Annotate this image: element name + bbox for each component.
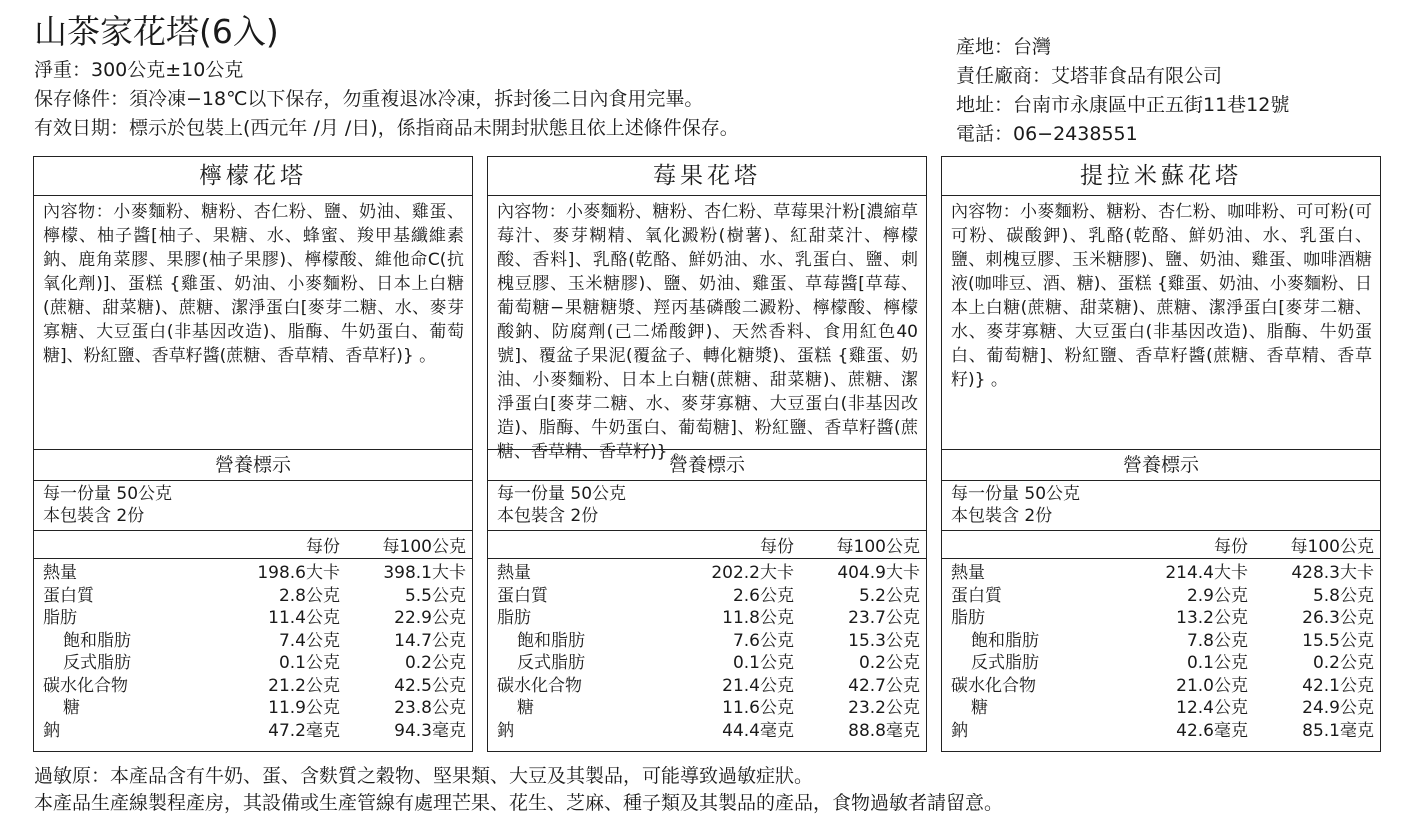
footer-notes [34, 763, 1003, 817]
nutrition-row [497, 630, 920, 653]
value-per-serving: 11.9公克 [268, 698, 340, 718]
nutrient-name: 熱量 [497, 563, 531, 583]
nutrition-row [951, 585, 1374, 608]
nutrient-name: 鈉 [497, 720, 514, 741]
nutrition-row [43, 720, 466, 743]
nutrition-column-header [34, 531, 472, 559]
value-per-100g: 24.9公克 [1302, 698, 1374, 718]
product-info-left [34, 56, 739, 143]
nutrition-row [43, 652, 466, 675]
nutrient-name: 熱量 [43, 563, 77, 583]
value-per-serving: 21.4公克 [722, 675, 794, 696]
col-per-100g: 每100公克 [382, 537, 466, 557]
value-per-100g: 404.9大卡 [837, 563, 920, 583]
nutrition-row [951, 562, 1374, 585]
facility-notice: 本產品生產線製程產房，其設備或生產管線有處理芒果、花生、芝麻、種子類及其製品的產品，食物過敏者請留意。 [34, 792, 1004, 814]
value-per-100g: 428.3大卡 [1291, 563, 1374, 583]
serving-size: 每一份量 50公克 [951, 484, 1081, 504]
nutrient-name: 熱量 [951, 563, 985, 583]
value-per-serving: 0.1公克 [1186, 653, 1248, 673]
serving-info [488, 481, 926, 531]
value-per-100g: 5.2公克 [858, 585, 920, 606]
panel-product-name: 提拉米蘇花塔 [942, 157, 1380, 196]
value-per-100g: 398.1大卡 [383, 563, 466, 583]
nutrient-name: 反式脂肪 [971, 653, 1039, 673]
nutrient-name: 反式脂肪 [517, 653, 585, 673]
nutrient-name: 糖 [971, 698, 988, 718]
value-per-serving: 13.2公克 [1176, 608, 1248, 628]
value-per-100g: 88.8毫克 [848, 720, 920, 741]
value-per-100g: 22.9公克 [394, 608, 466, 628]
nutrient-name: 碳水化合物 [951, 675, 1036, 696]
value-per-100g: 15.5公克 [1302, 630, 1374, 651]
nutrition-row [497, 720, 920, 743]
nutrient-name: 脂肪 [951, 608, 985, 628]
nutrition-row [951, 675, 1374, 698]
servings-per-package: 本包裝含 2份 [43, 506, 145, 526]
value-per-serving: 0.1公克 [278, 653, 340, 673]
panel-berry-tart [487, 156, 927, 752]
servings-per-package: 本包裝含 2份 [497, 506, 599, 526]
col-per-serving: 每份 [760, 537, 794, 557]
value-per-serving: 7.8公克 [1186, 630, 1248, 651]
nutrition-row [43, 585, 466, 608]
col-per-100g: 每100公克 [1290, 537, 1374, 557]
value-per-100g: 26.3公克 [1302, 608, 1374, 628]
value-per-serving: 2.8公克 [278, 585, 340, 606]
nutrient-name: 鈉 [43, 720, 60, 741]
nutrition-row [951, 697, 1374, 720]
nutrition-row [43, 630, 466, 653]
nutrient-name: 蛋白質 [43, 585, 94, 606]
nutrition-row [951, 720, 1374, 743]
value-per-serving: 198.6大卡 [257, 563, 340, 583]
value-per-serving: 42.6毫克 [1176, 720, 1248, 741]
net-weight: 淨重：300公克±10公克 [34, 59, 244, 81]
nutrition-rows [942, 559, 1380, 742]
value-per-100g: 23.8公克 [394, 698, 466, 718]
value-per-100g: 0.2公克 [1312, 653, 1374, 673]
value-per-100g: 0.2公克 [858, 653, 920, 673]
nutrition-row [497, 675, 920, 698]
col-per-100g: 每100公克 [836, 537, 920, 557]
nutrition-title: 營養標示 [942, 450, 1380, 481]
value-per-serving: 7.4公克 [278, 630, 340, 651]
servings-per-package: 本包裝含 2份 [951, 506, 1053, 526]
nutrient-name: 飽和脂肪 [517, 630, 585, 651]
nutrient-name: 糖 [517, 698, 534, 718]
value-per-100g: 85.1毫克 [1302, 720, 1374, 741]
nutrition-row [43, 697, 466, 720]
nutrition-row [497, 562, 920, 585]
value-per-serving: 11.4公克 [268, 608, 340, 628]
panel-product-name: 檸檬花塔 [34, 157, 472, 196]
address: 地址：台南市永康區中正五街11巷12號 [956, 94, 1290, 116]
nutrient-name: 脂肪 [43, 608, 77, 628]
serving-size: 每一份量 50公克 [497, 484, 627, 504]
storage-conditions: 保存條件：須冷凍−18℃以下保存，勿重複退冰冷凍，拆封後二日內食用完畢。 [34, 88, 704, 110]
nutrition-title: 營養標示 [34, 450, 472, 481]
nutrition-row [43, 562, 466, 585]
nutrition-row [951, 607, 1374, 630]
nutrition-row [951, 630, 1374, 653]
product-title: 山茶家花塔(6入) [34, 12, 279, 51]
nutrient-name: 糖 [63, 698, 80, 718]
ingredients-text: 內容物：小麥麵粉、糖粉、杏仁粉、鹽、奶油、雞蛋、檸檬、柚子醬[柚子、果糖、水、蜂蜜、羧甲基纖維素鈉、鹿角菜膠、果膠(柚子果膠)、檸檬酸、維他命C(抗氧化劑)]、蛋糕 {雞蛋、奶油、小麥麵粉、日本上白糖(蔗糖、甜菜糖)、蔗糖、潔淨蛋白[麥芽二糖、水、麥芽寡糖、大豆蛋白(非基因改造)、脂酶、牛奶蛋白、葡萄糖]、粉紅鹽、香草籽醬(蔗糖、香草精、香草籽)} 。 [34, 196, 472, 450]
value-per-100g: 14.7公克 [394, 630, 466, 651]
nutrition-row [497, 585, 920, 608]
value-per-serving: 0.1公克 [732, 653, 794, 673]
value-per-100g: 15.3公克 [848, 630, 920, 651]
ingredients-text: 內容物：小麥麵粉、糖粉、杏仁粉、咖啡粉、可可粉(可可粉、碳酸鉀)、乳酪(乾酪、鮮奶油、水、乳蛋白、鹽、刺槐豆膠、玉米糖膠)、鹽、奶油、雞蛋、咖啡酒糖液(咖啡豆、酒、糖)、蛋糕 {雞蛋、奶油、小麥麵粉、日本上白糖(蔗糖、甜菜糖)、蔗糖、潔淨蛋白[麥芽二糖、水、麥芽寡糖、大豆蛋白(非基因改造)、脂酶、牛奶蛋白、葡萄糖]、粉紅鹽、香草籽醬(蔗糖、香草精、香草籽)} 。 [942, 196, 1380, 450]
serving-info [34, 481, 472, 531]
value-per-serving: 2.9公克 [1186, 585, 1248, 606]
nutrition-row [43, 675, 466, 698]
nutrient-name: 蛋白質 [951, 585, 1002, 606]
value-per-100g: 42.7公克 [848, 675, 920, 696]
product-info-right [956, 33, 1289, 149]
nutrient-name: 鈉 [951, 720, 968, 741]
phone: 電話：06−2438551 [956, 123, 1138, 145]
serving-size: 每一份量 50公克 [43, 484, 173, 504]
value-per-100g: 42.1公克 [1302, 675, 1374, 696]
value-per-100g: 0.2公克 [404, 653, 466, 673]
nutrition-row [497, 697, 920, 720]
ingredients-text: 內容物：小麥麵粉、糖粉、杏仁粉、草莓果汁粉[濃縮草莓汁、麥芽糊精、氧化澱粉(樹薯)、紅甜菜汁、檸檬酸、香料]、乳酪(乾酪、鮮奶油、水、乳蛋白、鹽、刺槐豆膠、玉米糖膠)、鹽、奶油、雞蛋、草莓醬[草莓、葡萄糖−果糖糖漿、羥丙基磷酸二澱粉、檸檬酸、檸檬酸鈉、防腐劑(己二烯酸鉀)、天然香料、食用紅色40號]、覆盆子果泥(覆盆子、轉化糖漿)、蛋糕 {雞蛋、奶油、小麥麵粉、日本上白糖(蔗糖、甜菜糖)、蔗糖、潔淨蛋白[麥芽二糖、水、麥芽寡糖、大豆蛋白(非基因改造)、脂酶、牛奶蛋白、葡萄糖]、粉紅鹽、香草籽醬(蔗糖、香草精、香草籽)} 。 [488, 196, 926, 450]
value-per-serving: 202.2大卡 [711, 563, 794, 583]
nutrition-rows [34, 559, 472, 742]
value-per-serving: 214.4大卡 [1165, 563, 1248, 583]
nutrient-name: 碳水化合物 [43, 675, 128, 696]
nutrient-name: 脂肪 [497, 608, 531, 628]
manufacturer: 責任廠商：艾塔菲食品有限公司 [956, 65, 1223, 87]
serving-info [942, 481, 1380, 531]
nutrition-row [951, 652, 1374, 675]
value-per-serving: 7.6公克 [732, 630, 794, 651]
value-per-serving: 11.6公克 [722, 698, 794, 718]
nutrition-row [497, 652, 920, 675]
value-per-serving: 44.4毫克 [722, 720, 794, 741]
nutrient-name: 飽和脂肪 [63, 630, 131, 651]
nutrition-row [497, 607, 920, 630]
value-per-serving: 21.0公克 [1176, 675, 1248, 696]
value-per-100g: 94.3毫克 [394, 720, 466, 741]
expiry-date-note: 有效日期：標示於包裝上(西元年 /月 /日)，係指商品未開封狀態且依上述條件保存。 [34, 117, 739, 139]
value-per-serving: 2.6公克 [732, 585, 794, 606]
value-per-100g: 5.8公克 [1312, 585, 1374, 606]
nutrition-title: 營養標示 [488, 450, 926, 481]
value-per-100g: 23.2公克 [848, 698, 920, 718]
nutrition-column-header [488, 531, 926, 559]
panel-product-name: 莓果花塔 [488, 157, 926, 196]
value-per-100g: 5.5公克 [404, 585, 466, 606]
allergen-notice: 過敏原：本產品含有牛奶、蛋、含麩質之穀物、堅果類、大豆及其製品，可能導致過敏症狀。 [34, 765, 814, 787]
nutrient-name: 碳水化合物 [497, 675, 582, 696]
panel-lemon-tart [33, 156, 473, 752]
value-per-100g: 42.5公克 [394, 675, 466, 696]
nutrition-rows [488, 559, 926, 742]
nutrient-name: 反式脂肪 [63, 653, 131, 673]
nutrient-name: 蛋白質 [497, 585, 548, 606]
value-per-serving: 12.4公克 [1176, 698, 1248, 718]
value-per-serving: 21.2公克 [268, 675, 340, 696]
panel-tiramisu-tart [941, 156, 1381, 752]
col-per-serving: 每份 [1214, 537, 1248, 557]
nutrient-name: 飽和脂肪 [971, 630, 1039, 651]
origin: 產地：台灣 [956, 36, 1052, 58]
value-per-serving: 47.2毫克 [268, 720, 340, 741]
value-per-100g: 23.7公克 [848, 608, 920, 628]
col-per-serving: 每份 [306, 537, 340, 557]
value-per-serving: 11.8公克 [722, 608, 794, 628]
nutrition-column-header [942, 531, 1380, 559]
nutrition-row [43, 607, 466, 630]
